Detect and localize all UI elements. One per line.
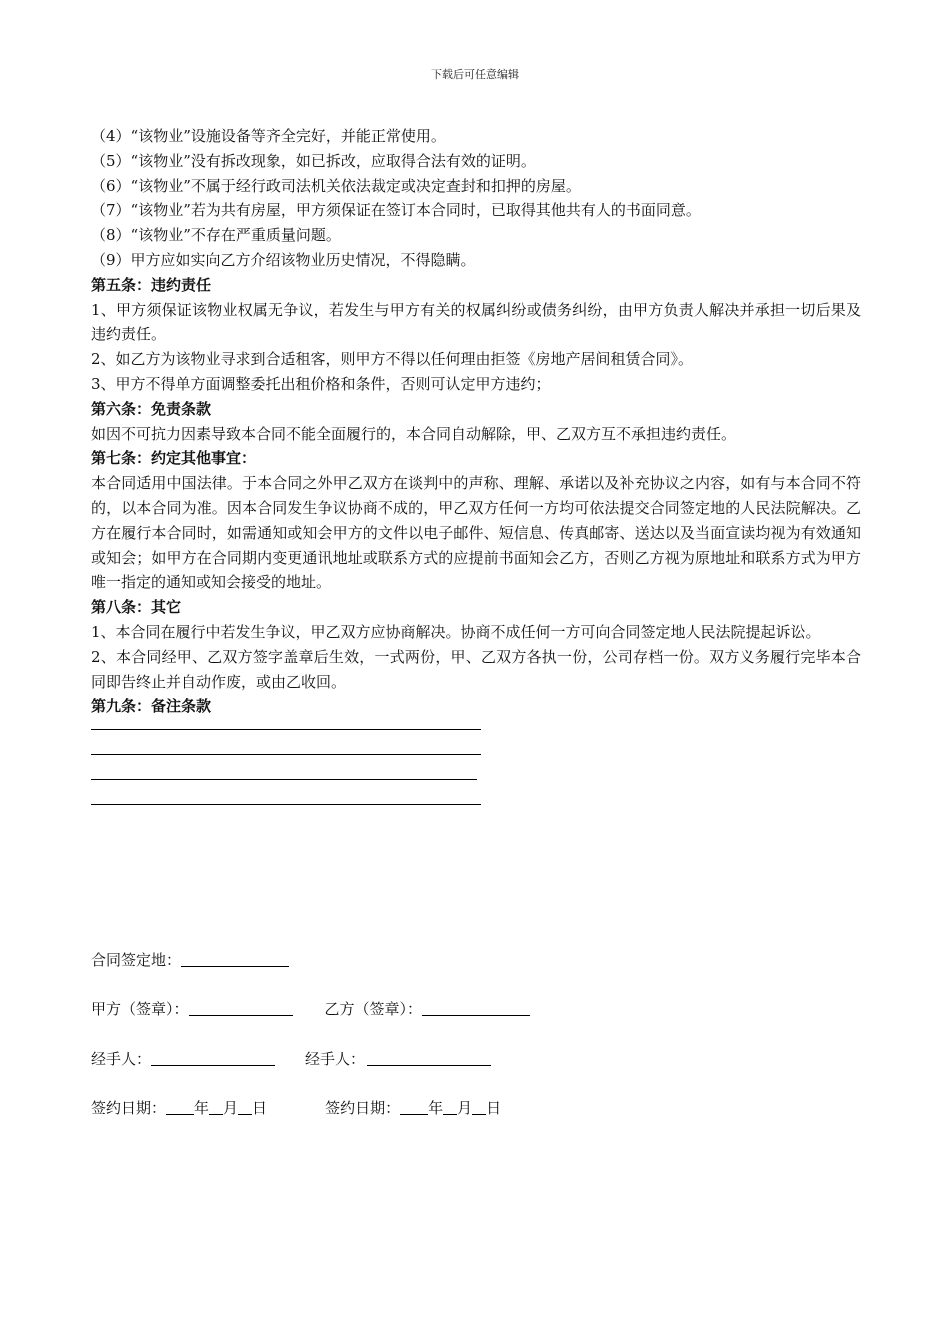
handler-b-label: 经手人： <box>305 1050 366 1068</box>
list-item: （8）“该物业”不存在严重质量问题。 <box>91 226 341 245</box>
date-b-day-blank[interactable] <box>472 1100 486 1115</box>
party-a-seal-blank[interactable] <box>189 1001 293 1016</box>
signing-place-row <box>91 949 289 970</box>
article-7-heading: 第七条：约定其他事宜： <box>91 449 257 468</box>
remarks-line[interactable] <box>91 779 477 780</box>
list-item: （7）“该物业”若为共有房屋，甲方须保证在签订本合同时，已取得其他共有人的书面同意。 <box>91 201 701 220</box>
article-8-clause-1: 1、本合同在履行中若发生争议，甲乙双方应协商解决。协商不成任何一方可向合同签定地人民法院提起诉讼。 <box>91 622 821 641</box>
signing-date-row <box>91 1097 501 1118</box>
seal-row <box>91 998 530 1019</box>
article-7-text: 本合同适用中国法律。于本合同之外甲乙双方在谈判中的声称、理解、承诺以及补充协议之内容，如有与本合同不符的，以本合同为准。因本合同发生争议协商不成的，甲乙双方任何一方均可依法提交合同签定地的人民法院解决。乙方在履行本合同时，如需通知或知会甲方的文件以电子邮件、短信息、传真邮寄、送达以及当面宣读均视为有效通知或知会；如甲方在合同期内变更通讯地址或联系方式的应提前书面知会乙方，否则乙方视为原地址和联系方式为甲方唯一指定的通知或知会接受的地址。 <box>91 474 861 592</box>
article-6-text: 如因不可抗力因素导致本合同不能全面履行的，本合同自动解除，甲、乙双方互不承担违约责任。 <box>91 424 737 443</box>
year-label: 年 <box>194 1099 210 1117</box>
signing-place-label: 合同签定地： <box>91 951 182 969</box>
date-b-year-blank[interactable] <box>400 1100 428 1115</box>
handler-a-blank[interactable] <box>151 1051 275 1066</box>
handler-a-label: 经手人： <box>91 1050 152 1068</box>
article-9-heading: 第九条：备注条款 <box>91 697 212 716</box>
contract-body <box>91 124 861 829</box>
remarks-line[interactable] <box>91 729 481 730</box>
handler-b-blank[interactable] <box>367 1051 491 1066</box>
month-label: 月 <box>223 1099 239 1117</box>
handler-row <box>91 1048 491 1069</box>
month-label: 月 <box>457 1099 473 1117</box>
date-a-year-blank[interactable] <box>166 1100 194 1115</box>
signing-place-blank[interactable] <box>181 952 289 967</box>
party-a-seal-label: 甲方（签章）： <box>91 1000 189 1018</box>
list-item: （6）“该物业”不属于经行政司法机关依法裁定或决定查封和扣押的房屋。 <box>91 176 581 195</box>
remarks-line[interactable] <box>91 804 481 805</box>
date-b-label: 签约日期： <box>325 1099 401 1117</box>
date-b-month-blank[interactable] <box>443 1100 457 1115</box>
article-6-heading: 第六条：免责条款 <box>91 399 212 418</box>
list-item: （9）甲方应如实向乙方介绍该物业历史情况，不得隐瞒。 <box>91 250 476 269</box>
article-5-heading: 第五条：违约责任 <box>91 275 212 294</box>
remarks-line[interactable] <box>91 754 481 755</box>
article-5-clause-3: 3、甲方不得单方面调整委托出租价格和条件，否则可认定甲方违约； <box>91 374 551 393</box>
day-label: 日 <box>486 1099 502 1117</box>
party-b-seal-label: 乙方（签章）： <box>324 1000 423 1018</box>
date-a-month-blank[interactable] <box>209 1100 223 1115</box>
date-a-day-blank[interactable] <box>238 1100 252 1115</box>
list-item: （5）“该物业”没有拆改现象，如已拆改，应取得合法有效的证明。 <box>91 151 536 170</box>
remarks-blank-lines[interactable] <box>91 729 861 805</box>
year-label: 年 <box>428 1099 444 1117</box>
article-8-clause-2: 2、本合同经甲、乙双方签字盖章后生效，一式两份，甲、乙双方各执一份，公司存档一份。双方义务履行完毕本合同即告终止并自动作废，或由乙收回。 <box>91 647 861 691</box>
party-b-seal-blank[interactable] <box>422 1001 530 1016</box>
article-5-clause-1: 1、甲方须保证该物业权属无争议，若发生与甲方有关的权属纠纷或债务纠纷，由甲方负责人解决并承担一切后果及违约责任。 <box>91 300 861 344</box>
article-5-clause-2: 2、如乙方为该物业寻求到合适租客，则甲方不得以任何理由拒签《房地产居间租赁合同》。 <box>91 350 694 369</box>
article-8-heading: 第八条：其它 <box>91 598 182 617</box>
header-note: 下载后可任意编辑 <box>431 68 519 81</box>
day-label: 日 <box>252 1099 268 1117</box>
list-item: （4）“该物业”设施设备等齐全完好，并能正常使用。 <box>91 127 446 145</box>
date-a-label: 签约日期： <box>91 1099 167 1117</box>
